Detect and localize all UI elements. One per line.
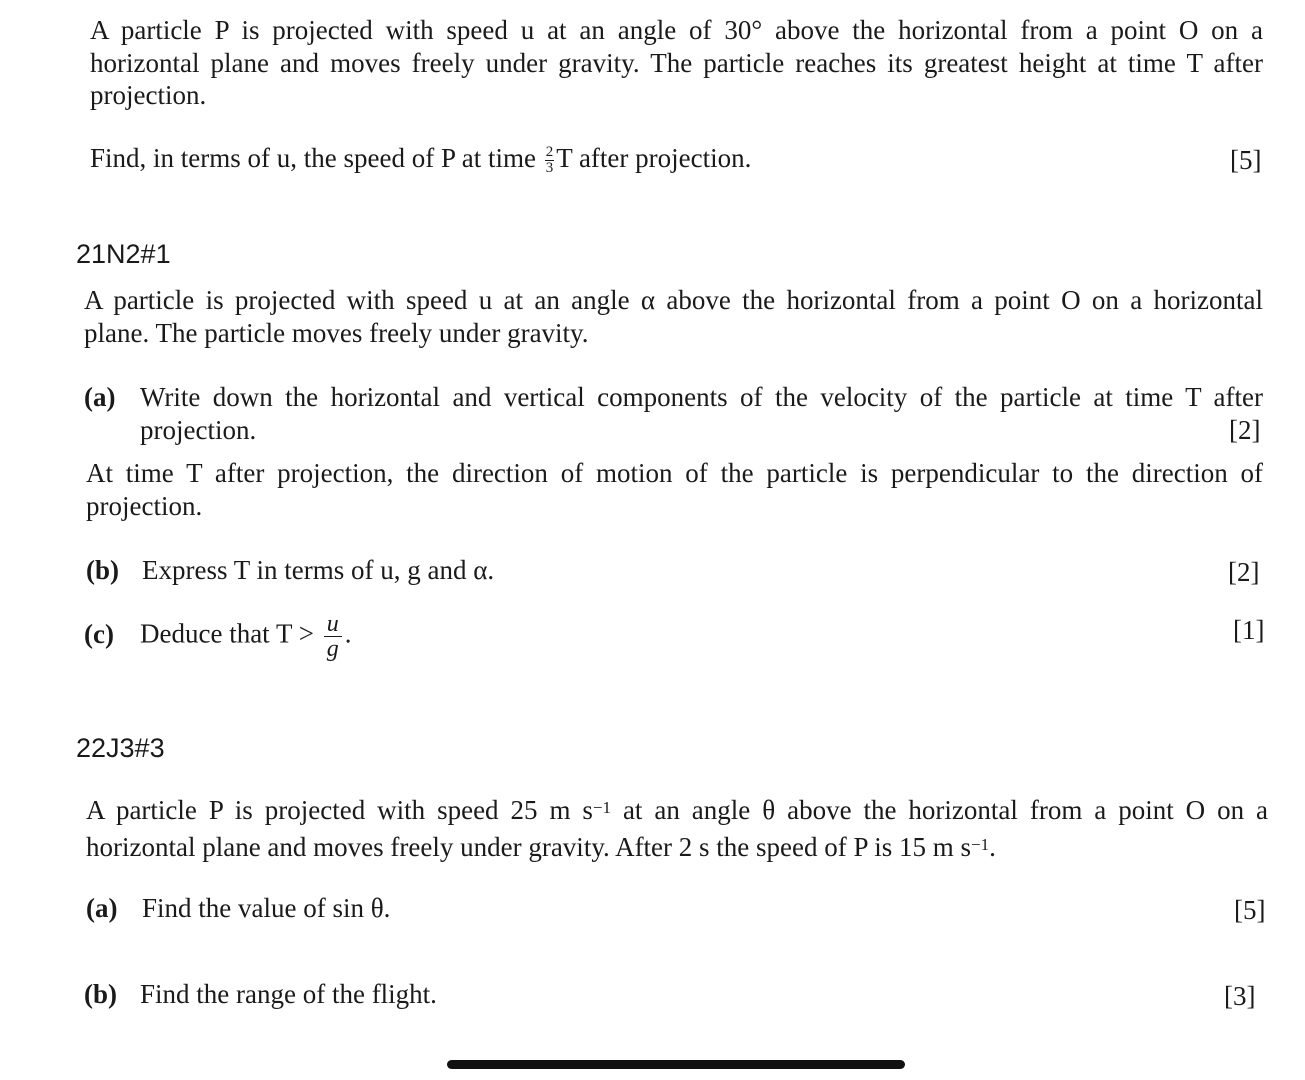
part-a [86, 892, 390, 924]
marks-label: [2] [1229, 415, 1261, 445]
marks-label: [5] [1230, 145, 1262, 175]
marks-label: [2] [1228, 557, 1260, 587]
marks-label: [5] [1234, 895, 1266, 925]
question-intro [84, 284, 1263, 349]
context-line-2: projection. [86, 490, 203, 521]
intro-line-3: projection. [90, 80, 207, 110]
part-a-text [140, 381, 1263, 446]
unit-exponent: −1 [971, 834, 990, 854]
intro-line-2: plane. The particle moves freely under gravity. [84, 317, 589, 348]
part-c-text: Deduce that T > [140, 618, 314, 649]
part-a-line-1: Write down the horizontal and vertical components of the velocity of the particle at time T after [140, 382, 1263, 412]
fraction-two-thirds [545, 145, 555, 176]
part-a-text: Find the value of sin θ. [142, 893, 391, 923]
intro-line-1: A particle P is projected with speed u at an angle of 30° above the horizontal from a point O on a [90, 15, 1263, 45]
fraction-u-over-g [324, 612, 342, 661]
fraction-numerator: 2 [545, 144, 554, 161]
part-b [86, 554, 494, 586]
intro-line-2: horizontal plane and moves freely under gravity. The particle reaches its greatest height at time T after [90, 47, 1263, 78]
part-b-text: Find the range of the flight. [140, 979, 437, 1009]
intro-line-1: A particle is projected with speed u at an angle α above the horizontal from a point O on a horizontal [84, 285, 1263, 315]
part-a-line-2: projection. [140, 414, 257, 445]
intro-text: A particle P is projected with speed 25 m s [86, 795, 593, 825]
part-b-text: Express T in terms of u, g and α. [142, 555, 495, 585]
question-intro [90, 14, 1263, 112]
fraction-denominator: 3 [545, 160, 554, 177]
part-label: (c) [84, 618, 114, 649]
part-label: (a) [86, 893, 118, 923]
part-label: (b) [84, 979, 117, 1009]
question-heading: 22J3#3 [76, 733, 165, 763]
intro-text: . [989, 831, 996, 862]
part-c-end: . [344, 618, 352, 649]
intro-text: at an angle θ above the horizontal from a point O on a [622, 795, 1269, 825]
intro-line-1 [86, 794, 1268, 831]
intro-text: horizontal plane and moves freely under gravity. After 2 s the speed of P is 15 m s [86, 831, 972, 862]
find-text: Find, in terms of u, the speed of P at time [90, 143, 536, 173]
fraction-denominator: g [326, 636, 339, 662]
marks-label: [1] [1233, 615, 1265, 645]
question-intro [86, 794, 1268, 867]
marks-label: [3] [1224, 981, 1256, 1011]
find-text-end: T after projection. [556, 143, 752, 173]
part-label: (a) [84, 382, 116, 412]
fraction-numerator: u [324, 612, 342, 637]
question-heading: 21N2#1 [76, 239, 171, 269]
context-text [86, 457, 1263, 522]
home-indicator[interactable] [447, 1060, 905, 1069]
part-label: (b) [86, 555, 119, 585]
part-b [84, 978, 437, 1010]
part-a-label [84, 381, 140, 413]
find-speed-question [90, 142, 751, 176]
part-c [84, 612, 351, 661]
context-line-1: At time T after projection, the direction of motion of the particle is perpendicular to the direction of [86, 458, 1263, 488]
unit-exponent: −1 [592, 798, 611, 817]
intro-line-2 [86, 831, 1268, 868]
